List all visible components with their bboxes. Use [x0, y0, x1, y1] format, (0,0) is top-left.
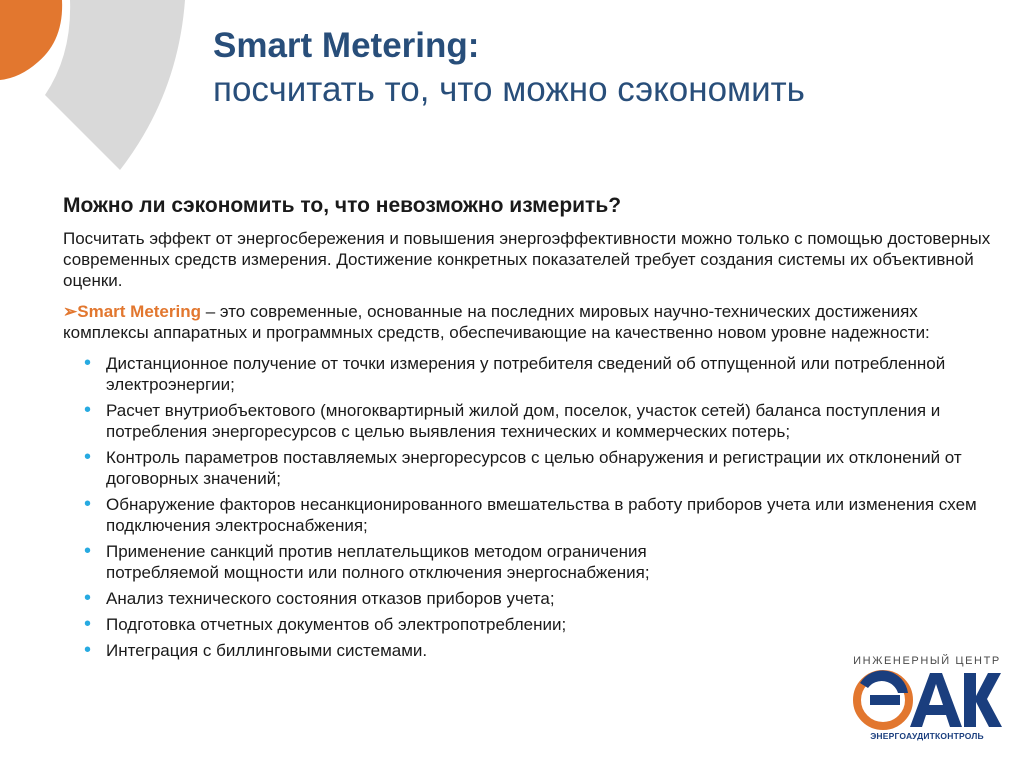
bullet-icon: • [84, 446, 92, 468]
definition-term: Smart Metering [77, 302, 201, 321]
bullet-icon: • [84, 352, 92, 374]
intro-paragraph: Посчитать эффект от энергосбережения и повышения энергоэффективности можно только с помощью достоверных современных средств измерения. Достижение конкретных показателей требует создания системы их объективной оценки. [63, 229, 991, 290]
page-subtitle: посчитать то, что можно сэкономить [213, 70, 805, 109]
slide-content [63, 192, 993, 666]
orange-circle-decoration [0, 0, 62, 80]
logo-mark [852, 669, 1002, 731]
corner-decoration [0, 0, 200, 180]
bullet-icon: • [84, 540, 92, 562]
bullet-icon: • [84, 639, 92, 661]
list-item-text: Обнаружение факторов несанкционированного вмешательства в работу приборов учета или изменения схем подключения электроснабжения; [106, 495, 977, 535]
logo-top-text: ИНЖЕНЕРНЫЙ ЦЕНТР [853, 655, 1001, 667]
list-item [63, 494, 993, 536]
list-item [63, 614, 993, 635]
definition-text: – это современные, основанные на последних мировых научно-технических достижениях комплексы аппаратных и программных средств, обеспечивающие на качественно новом уровне надежности: [63, 302, 930, 342]
gray-arc-decoration [45, 0, 185, 170]
arrow-bullet-icon: ➢ [63, 302, 78, 321]
list-item-text: Контроль параметров поставляемых энергоресурсов с целью обнаружения и регистрации их отклонений от договорных значений; [106, 448, 962, 488]
list-item-text: Дистанционное получение от точки измерения у потребителя сведений об отпущенной или потребленной электроэнергии; [106, 354, 946, 394]
bullet-icon: • [84, 493, 92, 515]
bullet-icon: • [84, 587, 92, 609]
list-item [63, 353, 993, 395]
list-item-text: Подготовка отчетных документов об электропотреблении; [106, 615, 567, 634]
list-item-text: Интеграция с биллинговыми системами. [106, 641, 428, 660]
list-item-text: Анализ технического состояния отказов приборов учета; [106, 589, 555, 608]
list-item [63, 447, 993, 489]
slide-title [213, 24, 1003, 112]
bullet-icon: • [84, 399, 92, 421]
eak-logo-icon [852, 669, 1002, 731]
list-item-text: Расчет внутриобъектового (многоквартирный жилой дом, поселок, участок сетей) баланса поступления и потребления энергоресурсов с целью выявления технических и коммерческих потерь; [106, 401, 941, 441]
definition-paragraph [63, 301, 993, 343]
logo-bottom-text: ЭНЕРГОАУДИТКОНТРОЛЬ [870, 731, 984, 741]
list-item [63, 541, 993, 583]
feature-list [63, 353, 993, 661]
company-logo [852, 655, 1002, 741]
question-heading: Можно ли сэкономить то, что невозможно измерить? [63, 194, 622, 217]
list-item [63, 400, 993, 442]
list-item-text: Применение санкций против неплательщиков методом ограничения потребляемой мощности или полного отключения энергоснабжения; [106, 542, 650, 582]
page-title: Smart Metering: [213, 26, 480, 65]
bullet-icon: • [84, 613, 92, 635]
list-item [63, 588, 993, 609]
